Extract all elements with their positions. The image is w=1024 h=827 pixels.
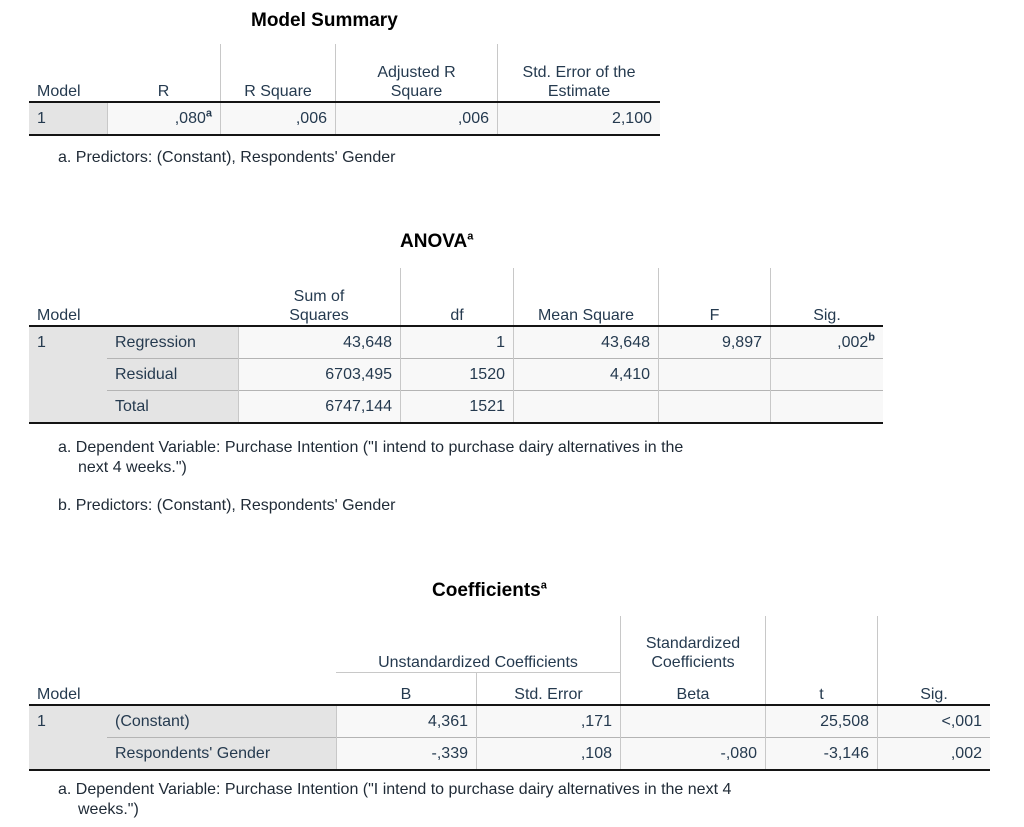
anova-cell-df: 1 bbox=[401, 326, 514, 359]
ms-header-model: Model bbox=[29, 44, 107, 102]
anova-row-label: Residual bbox=[107, 359, 238, 391]
anova-row-label: Regression bbox=[107, 326, 238, 359]
coef-header-sig: Sig. bbox=[878, 672, 991, 705]
anova-cell-ms: 4,410 bbox=[514, 359, 659, 391]
coef-cell-beta bbox=[621, 705, 766, 738]
coef-header-t: t bbox=[766, 672, 878, 705]
coef-footnote: a. Dependent Variable: Purchase Intention ("I intend to purchase dairy alternatives in the next 4 weeks.") bbox=[58, 781, 732, 818]
anova-header-sig: Sig. bbox=[771, 268, 884, 326]
anova-row-model bbox=[29, 391, 107, 424]
coef-header-unstandardized: Unstandardized Coefficients bbox=[336, 616, 621, 672]
coef-header-std-error: Std. Error bbox=[477, 672, 621, 705]
anova-row-total bbox=[29, 391, 883, 424]
ms-header-adjusted-r-square: Adjusted R Square bbox=[336, 44, 498, 102]
coef-cell-b: 4,361 bbox=[336, 705, 477, 738]
anova-footnote-b: b. Predictors: (Constant), Respondents' Gender bbox=[58, 497, 396, 514]
anova-row-residual bbox=[29, 359, 883, 391]
coef-header-blank-sub bbox=[107, 672, 336, 705]
anova-title: ANOVA$^a$ bbox=[400, 230, 474, 252]
coef-header-blank-t bbox=[766, 616, 878, 672]
coef-cell-beta: -,080 bbox=[621, 738, 766, 771]
ms-header-r: R bbox=[107, 44, 221, 102]
coefficients-table bbox=[29, 616, 990, 771]
model-summary-table bbox=[29, 44, 660, 136]
coef-cell-std-error: ,171 bbox=[477, 705, 621, 738]
ms-footnote: a. Predictors: (Constant), Respondents' Gender bbox=[58, 149, 396, 166]
ms-cell-r: ,080$^a$ bbox=[107, 102, 221, 135]
anova-row-model bbox=[29, 359, 107, 391]
anova-header-model: Model bbox=[29, 268, 107, 326]
coef-row-label: Respondents' Gender bbox=[107, 738, 336, 771]
anova-table bbox=[29, 268, 883, 424]
anova-cell-sig: ,002$^b$ bbox=[771, 326, 884, 359]
ms-cell-std-error: 2,100 bbox=[498, 102, 661, 135]
anova-header-blank bbox=[107, 268, 238, 326]
anova-cell-f bbox=[659, 391, 771, 424]
coef-cell-sig: <,001 bbox=[878, 705, 991, 738]
coef-cell-t: 25,508 bbox=[766, 705, 878, 738]
ms-header-std-error: Std. Error of the Estimate bbox=[498, 44, 661, 102]
ms-cell-r-square: ,006 bbox=[221, 102, 336, 135]
coef-row-label: (Constant) bbox=[107, 705, 336, 738]
anova-cell-ss: 43,648 bbox=[238, 326, 401, 359]
coef-header-model: Model bbox=[29, 672, 107, 705]
anova-cell-df: 1521 bbox=[401, 391, 514, 424]
coef-row-constant bbox=[29, 705, 990, 738]
coef-cell-sig: ,002 bbox=[878, 738, 991, 771]
anova-header-sum-of-squares: Sum of Squares bbox=[238, 268, 401, 326]
coef-header-blank-label bbox=[107, 616, 336, 672]
anova-cell-df: 1520 bbox=[401, 359, 514, 391]
ms-header-r-square: R Square bbox=[221, 44, 336, 102]
ms-cell-adjusted-r-square: ,006 bbox=[336, 102, 498, 135]
anova-row-label: Total bbox=[107, 391, 238, 424]
anova-cell-sig bbox=[771, 391, 884, 424]
anova-cell-ms bbox=[514, 391, 659, 424]
coef-row-model: 1 bbox=[29, 705, 107, 738]
coef-cell-t: -3,146 bbox=[766, 738, 878, 771]
coef-header-b: B bbox=[336, 672, 477, 705]
coef-row-gender bbox=[29, 738, 990, 771]
coef-row-model bbox=[29, 738, 107, 771]
coef-header-beta: Beta bbox=[621, 672, 766, 705]
coef-cell-b: -,339 bbox=[336, 738, 477, 771]
anova-cell-f bbox=[659, 359, 771, 391]
model-summary-title: Model Summary bbox=[251, 10, 398, 31]
anova-cell-ss: 6703,495 bbox=[238, 359, 401, 391]
coef-header-standardized: Standardized Coefficients bbox=[621, 616, 766, 672]
anova-row-regression bbox=[29, 326, 883, 359]
anova-cell-sig bbox=[771, 359, 884, 391]
ms-row-model: 1 bbox=[29, 102, 107, 135]
anova-footnote-a: a. Dependent Variable: Purchase Intention ("I intend to purchase dairy alternatives in the next 4 weeks.") bbox=[58, 439, 684, 476]
coef-cell-std-error: ,108 bbox=[477, 738, 621, 771]
anova-cell-f: 9,897 bbox=[659, 326, 771, 359]
coef-header-blank-model bbox=[29, 616, 107, 672]
anova-header-df: df bbox=[401, 268, 514, 326]
anova-cell-ms: 43,648 bbox=[514, 326, 659, 359]
anova-cell-ss: 6747,144 bbox=[238, 391, 401, 424]
coef-header-blank-sig bbox=[878, 616, 991, 672]
anova-row-model: 1 bbox=[29, 326, 107, 359]
coefficients-title: Coefficients$^a$ bbox=[432, 579, 547, 601]
anova-header-mean-square: Mean Square bbox=[514, 268, 659, 326]
anova-header-f: F bbox=[659, 268, 771, 326]
